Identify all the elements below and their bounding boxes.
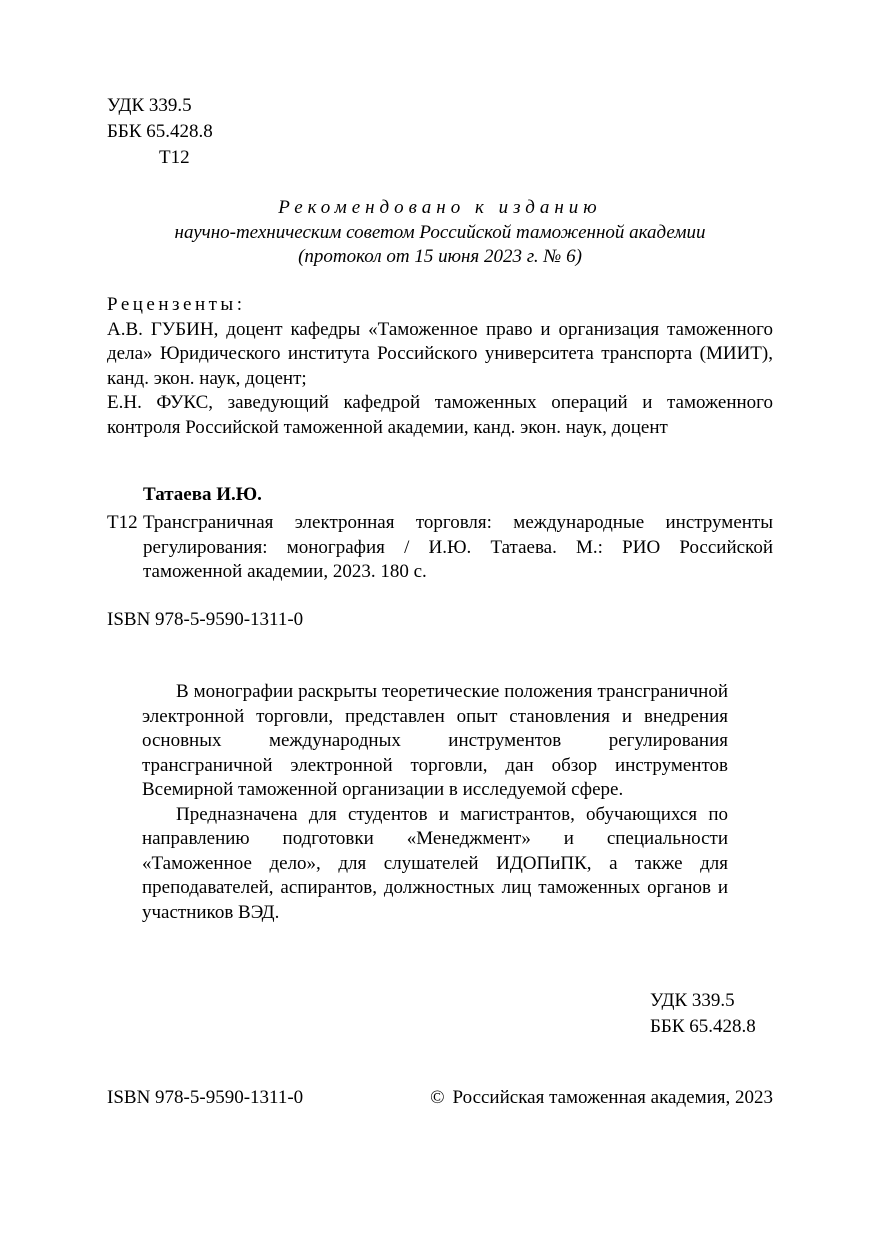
reviewers-section — [107, 293, 773, 440]
record-entry — [107, 511, 773, 585]
bbk-code: ББК 65.428.8 — [107, 121, 213, 142]
recommendation-heading: Рекомендовано к изданию — [278, 197, 602, 218]
reviewers-heading: Рецензенты: — [107, 294, 246, 315]
recommendation-council: научно-техническим советом Российской таможенной академии — [174, 221, 706, 243]
bottom-classification-codes — [650, 989, 756, 1041]
footer-isbn: ISBN 978-5-9590-1311-0 — [107, 1087, 304, 1108]
author-mark: Т12 — [159, 147, 190, 168]
udk-code: УДК 339.5 — [107, 95, 192, 116]
publication-recommendation — [107, 196, 773, 270]
record-description: Трансграничная электронная торговля: международные инструменты регулирования: монография / И.Ю. Татаева. М.: РИО Российской таможенной академии, 2023. 180 с. — [143, 512, 773, 582]
record-author: Татаева И.Ю. — [143, 484, 262, 505]
recommendation-protocol: (протокол от 15 июня 2023 г. № 6) — [298, 246, 582, 267]
record-author-mark: Т12 — [107, 512, 138, 533]
bottom-bbk-code: ББК 65.428.8 — [650, 1016, 756, 1037]
copyright-notice — [430, 1086, 773, 1111]
reviewer-entry: А.В. ГУБИН, доцент кафедры «Таможенное право и организация таможенного дела» Юридического института Российского университета транспорта (МИИТ), канд. экон. наук, доцент; — [107, 318, 773, 389]
copyright-holder: Российская таможенная академия, 2023 — [452, 1087, 773, 1108]
bibliographic-record — [107, 483, 773, 585]
classification-codes — [107, 94, 213, 172]
annotation — [142, 680, 728, 925]
annotation-paragraph: Предназначена для студентов и магистрантов, обучающихся по направлению подготовки «Менеджмент» и специальности «Таможенное дело», для слушателей ИДОПиПК, а также для преподавателей, аспирантов, должностных лиц таможенных органов и участников ВЭД. — [142, 803, 728, 923]
annotation-paragraph: В монографии раскрыты теоретические положения трансграничной электронной торговли, представлен опыт становления и внедрения основных международных инструментов регулирования трансграничной электронной торговли, дан обзор инструментов Всемирной таможенной организации в исследуемой сфере. — [142, 681, 728, 800]
bottom-udk-code: УДК 339.5 — [650, 990, 735, 1011]
isbn-number: ISBN 978-5-9590-1311-0 — [107, 609, 304, 630]
copyright-symbol: © — [430, 1087, 445, 1108]
reviewer-entry: Е.Н. ФУКС, заведующий кафедрой таможенных операций и таможенного контроля Российской таможенной академии, канд. экон. наук, доцент — [107, 392, 773, 438]
